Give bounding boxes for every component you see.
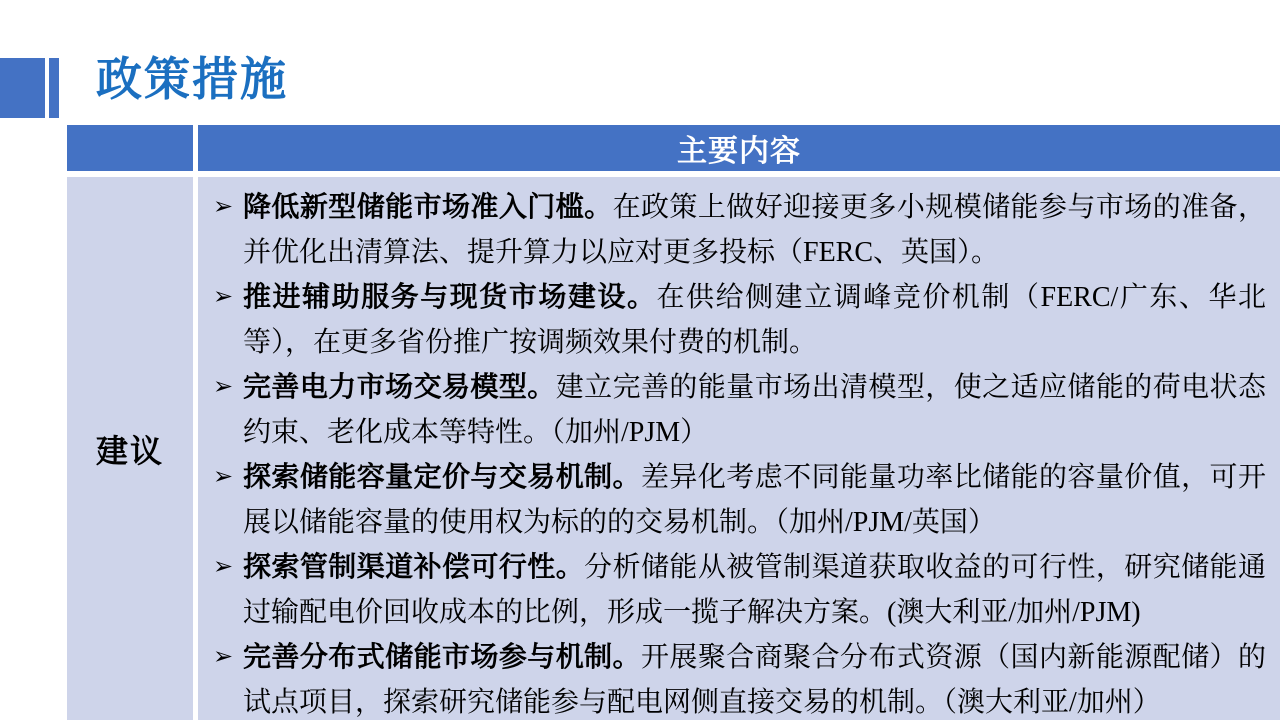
bullet-body: 开展聚合商聚合分布式资源（国内新能源配储）的试点项目，探索研究储能参与配电网侧直接交易的机制。（澳大利亚/加州） — [243, 642, 1266, 718]
bullet-body: 分析储能从被管制渠道获取收益的可行性，研究储能通过输配电价回收成本的比例，形成一揽子解决方案。(澳大利亚/加州/PJM) — [243, 552, 1266, 628]
bullet-lead: 探索管制渠道补偿可行性。 — [243, 552, 585, 583]
bullet-item — [213, 635, 1266, 720]
bullet-lead: 探索储能容量定价与交易机制。 — [243, 462, 641, 493]
arrowhead-bullet-icon: ➢ — [213, 554, 234, 580]
bullet-lead: 完善电力市场交易模型。 — [243, 372, 556, 403]
page-title: 政策措施 — [96, 54, 288, 105]
bullet-item — [213, 545, 1266, 635]
bullet-item — [213, 185, 1266, 275]
bullet-lead: 完善分布式储能市场参与机制。 — [243, 642, 641, 673]
bullet-lead: 推进辅助服务与现货市场建设。 — [243, 282, 657, 313]
bullet-item — [213, 455, 1266, 545]
row-label: 建议 — [95, 432, 164, 469]
content-cell — [198, 177, 1280, 720]
arrowhead-bullet-icon: ➢ — [213, 644, 234, 670]
title-accent-square — [0, 58, 45, 118]
arrowhead-bullet-icon: ➢ — [213, 374, 234, 400]
bullet-body: 差异化考虑不同能量功率比储能的容量价值，可开展以储能容量的使用权为标的的交易机制。（加州/PJM/英国） — [243, 462, 1266, 538]
table-header-cell — [198, 125, 1280, 171]
table-header-blank-cell — [67, 125, 193, 171]
arrowhead-bullet-icon: ➢ — [213, 464, 234, 490]
bullet-item — [213, 275, 1266, 365]
bullet-list — [198, 177, 1280, 720]
table-header-label: 主要内容 — [677, 135, 801, 168]
bullet-body: 在政策上做好迎接更多小规模储能参与市场的准备，并优化出清算法、提升算力以应对更多投标（FERC、英国）。 — [243, 192, 1266, 268]
arrowhead-bullet-icon: ➢ — [213, 194, 234, 220]
title-accent-bar — [49, 58, 59, 118]
row-label-cell — [67, 177, 193, 720]
bullet-lead: 降低新型储能市场准入门槛。 — [243, 192, 613, 223]
bullet-item — [213, 365, 1266, 455]
policy-table — [67, 125, 1280, 720]
arrowhead-bullet-icon: ➢ — [213, 284, 234, 310]
bullet-body: 在供给侧建立调峰竞价机制（FERC/广东、华北等），在更多省份推广按调频效果付费的机制。 — [243, 282, 1266, 358]
bullet-body: 建立完善的能量市场出清模型，使之适应储能的荷电状态约束、老化成本等特性。（加州/PJM） — [243, 372, 1266, 448]
